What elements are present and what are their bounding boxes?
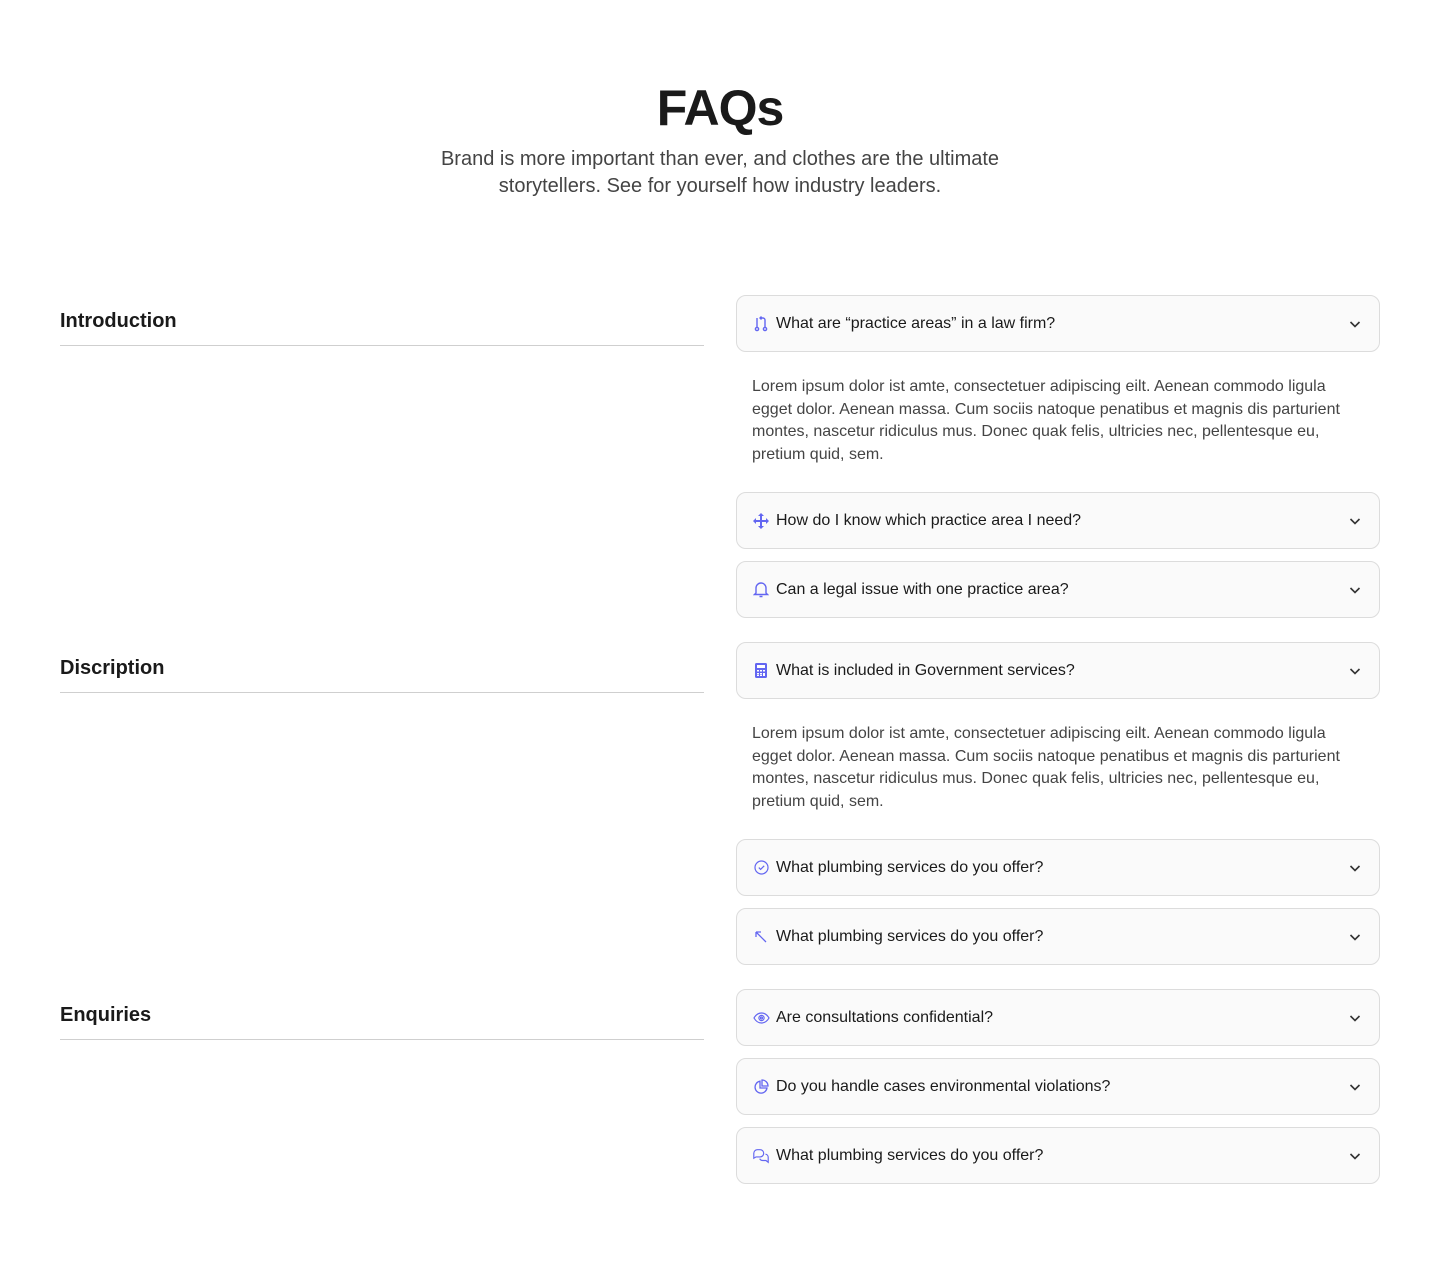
faq-question: What plumbing services do you offer? bbox=[776, 858, 1044, 876]
faq-question: Can a legal issue with one practice area? bbox=[776, 580, 1069, 598]
chevron-down-icon[interactable] bbox=[1347, 1148, 1363, 1164]
chevron-down-icon[interactable] bbox=[1347, 513, 1363, 529]
faq-question-toggle[interactable] bbox=[736, 492, 1380, 549]
bell-icon bbox=[752, 581, 770, 599]
faq-question: How do I know which practice area I need? bbox=[776, 511, 1082, 529]
faq-question: What plumbing services do you offer? bbox=[776, 927, 1044, 945]
arrow-up-left-icon bbox=[752, 928, 770, 946]
chat-bubbles-icon bbox=[752, 1147, 770, 1165]
faq-question-toggle[interactable] bbox=[736, 561, 1380, 618]
faq-question: What is included in Government services? bbox=[776, 661, 1075, 679]
faq-question: Do you handle cases environmental violations? bbox=[776, 1077, 1111, 1095]
faq-question-toggle[interactable] bbox=[736, 908, 1380, 965]
faq-group-title: Introduction bbox=[60, 295, 704, 346]
faq-question-toggle[interactable] bbox=[736, 989, 1380, 1046]
faq-list bbox=[736, 642, 1380, 965]
faq-answer: Lorem ipsum dolor ist amte, consectetuer adipiscing eilt. Aenean commodo ligula egget dolor. Aenean massa. Cum sociis natoque penatibus et magnis dis parturient montes, nascetur ridiculus mus. Donec quak felis, ultricies nec, pellentesque eu, pretium quid, sem. bbox=[752, 378, 1340, 463]
move-icon bbox=[752, 512, 770, 530]
faq-question: What are “practice areas” in a law firm? bbox=[776, 314, 1056, 332]
faq-group-title: Enquiries bbox=[60, 989, 704, 1040]
faq-question: What plumbing services do you offer? bbox=[776, 1146, 1044, 1164]
page-subtitle: Brand is more important than ever, and clothes are the ultimate storytellers. See for yourself how industry leaders. bbox=[440, 148, 1000, 197]
chevron-down-icon[interactable] bbox=[1347, 1010, 1363, 1026]
chevron-down-icon[interactable] bbox=[1347, 1079, 1363, 1095]
chevron-down-icon[interactable] bbox=[1347, 663, 1363, 679]
faq-list bbox=[736, 295, 1380, 618]
faq-group bbox=[60, 989, 1380, 1184]
chevron-down-icon[interactable] bbox=[1347, 316, 1363, 332]
pie-chart-icon bbox=[752, 1078, 770, 1096]
faq-group bbox=[60, 642, 1380, 965]
chevron-down-icon[interactable] bbox=[1347, 860, 1363, 876]
page-title: FAQs bbox=[656, 80, 784, 136]
faq-groups bbox=[60, 295, 1380, 1208]
calculator-icon bbox=[752, 662, 770, 680]
faq-question-toggle[interactable] bbox=[736, 839, 1380, 896]
chevron-down-icon[interactable] bbox=[1347, 929, 1363, 945]
faq-question-toggle[interactable] bbox=[736, 1058, 1380, 1115]
faq-group bbox=[60, 295, 1380, 618]
faq-header bbox=[0, 0, 1440, 200]
check-circle-icon bbox=[752, 859, 770, 877]
faq-group-title: Discription bbox=[60, 642, 704, 693]
faq-question: Are consultations confidential? bbox=[776, 1008, 994, 1026]
faq-answer: Lorem ipsum dolor ist amte, consectetuer adipiscing eilt. Aenean commodo ligula egget dolor. Aenean massa. Cum sociis natoque penatibus et magnis dis parturient montes, nascetur ridiculus mus. Donec quak felis, ultricies nec, pellentesque eu, pretium quid, sem. bbox=[752, 725, 1340, 810]
faq-question-toggle[interactable] bbox=[736, 295, 1380, 352]
chevron-down-icon[interactable] bbox=[1347, 582, 1363, 598]
faq-question-toggle[interactable] bbox=[736, 642, 1380, 699]
faq-list bbox=[736, 989, 1380, 1184]
eye-icon bbox=[752, 1009, 770, 1027]
git-pull-request-icon bbox=[752, 315, 770, 333]
faq-question-toggle[interactable] bbox=[736, 1127, 1380, 1184]
